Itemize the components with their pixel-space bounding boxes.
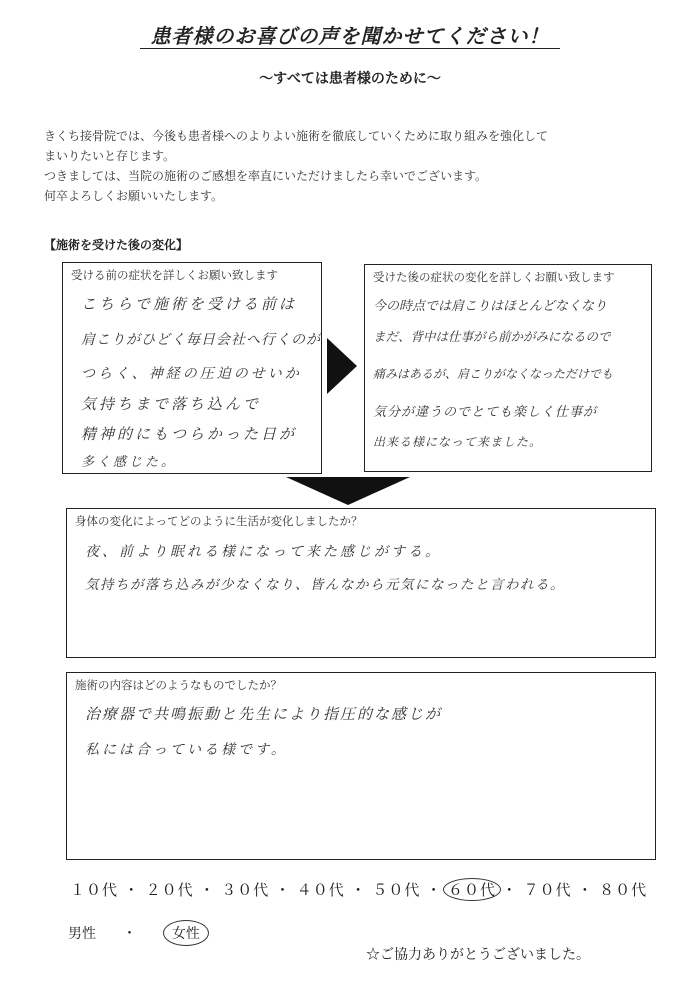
- age-options: [70, 878, 647, 901]
- age-option[interactable]: ７０代: [523, 881, 572, 899]
- handwritten-line: 私には合っている様です。: [85, 742, 288, 758]
- arrow-right-icon: [327, 338, 357, 394]
- page-title: 患者様のお喜びの声を聞かせてください！: [150, 24, 550, 48]
- title-underline: [140, 48, 560, 49]
- separator-dot: ・: [426, 881, 443, 899]
- separator-dot: ・: [350, 881, 367, 899]
- gender-options: [68, 920, 209, 946]
- age-option[interactable]: ２０代: [145, 881, 194, 899]
- page-subtitle: ～すべては患者様のために～: [259, 71, 441, 87]
- thanks-note: ☆ご協力ありがとうございました。: [366, 947, 590, 963]
- handwritten-line: 多く感じた。: [81, 455, 178, 470]
- treatment-content-box: [66, 672, 656, 860]
- after-box-label: 受けた後の症状の変化を詳しくお願い致します: [373, 270, 615, 284]
- separator-dot: ・: [123, 881, 140, 899]
- before-box-label: 受ける前の症状を詳しくお願い致します: [71, 268, 278, 282]
- handwritten-line: 気持ちが落ち込みが少なくなり、皆んなから元気になったと言われる。: [85, 577, 565, 593]
- handwritten-line: 夜、前より眠れる様になって来た感じがする。: [85, 544, 442, 560]
- age-option[interactable]: ８０代: [599, 881, 648, 899]
- handwritten-line: まだ、背中は仕事がら前かがみになるので: [373, 329, 611, 344]
- handwritten-line: つらく、神経の圧迫のせいか: [81, 366, 302, 382]
- handwritten-line: 気持ちまで落ち込んで: [81, 395, 262, 413]
- age-option[interactable]: １０代: [70, 881, 119, 899]
- intro-line: つきましては、当院の施術のご感想を率直にいただけましたら幸いでございます。: [44, 169, 488, 183]
- age-option[interactable]: ５０代: [372, 881, 421, 899]
- handwritten-line: 出来る様になって来ました。: [373, 435, 543, 449]
- intro-text: [44, 126, 664, 206]
- before-symptoms-box: [62, 262, 322, 474]
- section-label: 【施術を受けた後の変化】: [44, 238, 189, 252]
- intro-line: きくち接骨院では、今後も患者様へのよりよい施術を徹底していくために取り組みを強化して: [44, 129, 549, 143]
- handwritten-line: 痛みはあるが、肩こりがなくなっただけでも: [373, 367, 614, 381]
- separator-dot: ・: [501, 881, 518, 899]
- age-option-selected[interactable]: ６０代: [443, 878, 501, 901]
- separator-dot: ・: [122, 926, 137, 942]
- handwritten-line: 今の時点では肩こりはほとんどなくなり: [373, 299, 608, 314]
- handwritten-line: こちらで施術を受ける前は: [81, 295, 297, 313]
- age-option[interactable]: ３０代: [221, 881, 270, 899]
- handwritten-line: 肩こりがひどく毎日会社へ行くのが: [81, 332, 321, 348]
- treatment-box-label: 施術の内容はどのようなものでしたか？: [75, 678, 282, 692]
- age-option[interactable]: ４０代: [296, 881, 345, 899]
- gender-option-male[interactable]: 男性: [68, 926, 96, 942]
- handwritten-line: 精神的にもつらかった日が: [81, 425, 298, 443]
- after-symptoms-box: [364, 264, 652, 472]
- life-change-box: [66, 508, 656, 658]
- intro-line: 何卒よろしくお願いいたします。: [44, 189, 224, 203]
- separator-dot: ・: [199, 881, 216, 899]
- handwritten-line: 治療器で共鳴振動と先生により指圧的な感じが: [85, 705, 443, 723]
- arrow-down-icon: [286, 477, 410, 505]
- separator-dot: ・: [274, 881, 291, 899]
- handwritten-line: 気分が違うのでとても楽しく仕事が: [373, 405, 598, 420]
- gender-option-female-selected[interactable]: 女性: [163, 920, 209, 946]
- life-box-label: 身体の変化によってどのように生活が変化しましたか？: [75, 514, 363, 528]
- intro-line: まいりたいと存じます。: [44, 149, 176, 163]
- separator-dot: ・: [577, 881, 594, 899]
